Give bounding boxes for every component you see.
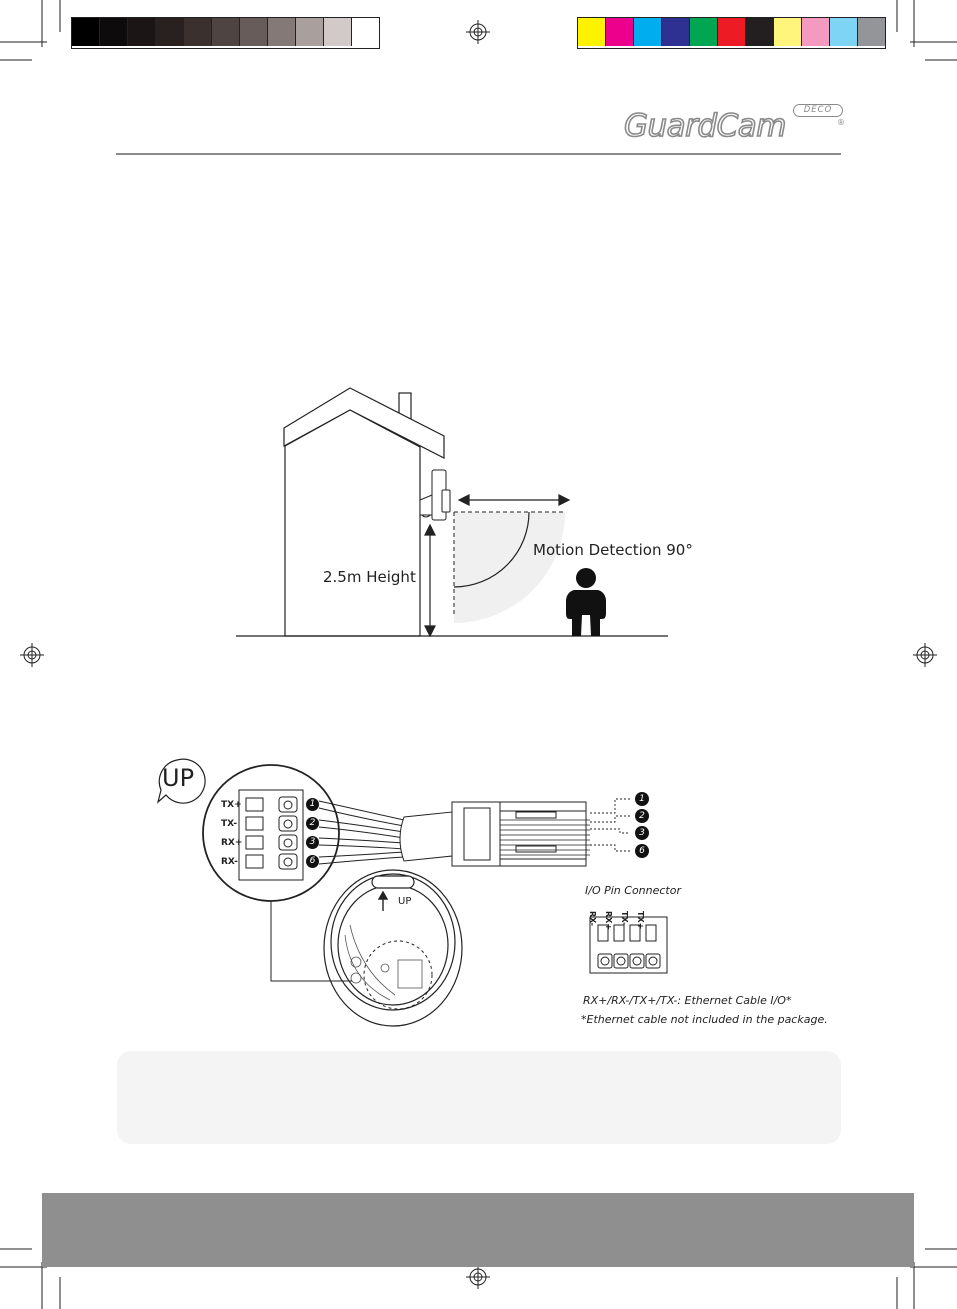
- rj45-plug: [452, 802, 586, 866]
- terminal-label-rx-plus: RX+: [221, 838, 243, 848]
- terminal-label-tx-plus: TX+: [221, 800, 242, 810]
- pin-badge-2-left: 2: [306, 817, 319, 830]
- ethernet-cable: [400, 812, 452, 861]
- pin-badge-6-left: 6: [306, 855, 319, 868]
- pin-badge-1-left: 1: [306, 798, 319, 811]
- camera-housing: [324, 870, 462, 1026]
- footer-bar: [42, 1193, 914, 1267]
- note-panel: [117, 1051, 841, 1144]
- terminal-label-tx-minus: TX-: [221, 819, 238, 829]
- pin-badge-1-right: 1: [635, 792, 649, 806]
- pin-badge-6-right: 6: [635, 844, 649, 858]
- io-pin-label-tx-plus: TX+: [636, 911, 645, 930]
- housing-up-label: UP: [398, 896, 412, 907]
- pin-badge-3-left: 3: [306, 836, 319, 849]
- io-pin-label-tx-minus: TX-: [620, 911, 629, 926]
- up-badge-label: UP: [162, 764, 195, 792]
- logo-deco-badge: DECO: [793, 104, 843, 117]
- io-pin-label-rx-minus: RX-: [588, 911, 597, 926]
- io-pin-connector: [590, 917, 667, 973]
- io-connector-title: I/O Pin Connector: [585, 884, 681, 897]
- ethernet-io-legend: RX+/RX-/TX+/TX-: Ethernet Cable I/O*: [583, 994, 792, 1007]
- pin-badge-3-right: 3: [635, 826, 649, 840]
- motion-detection-label: Motion Detection 90°: [533, 541, 693, 559]
- pin-badge-2-right: 2: [635, 809, 649, 823]
- terminal-label-rx-minus: RX-: [221, 857, 238, 867]
- logo-wordmark: GuardCam: [624, 108, 786, 144]
- height-label: 2.5m Height: [323, 568, 416, 586]
- ethernet-cable-footnote: *Ethernet cable not included in the package.: [581, 1013, 828, 1026]
- io-pin-label-rx-plus: RX+: [604, 911, 613, 931]
- logo-registered-mark: ®: [837, 118, 845, 127]
